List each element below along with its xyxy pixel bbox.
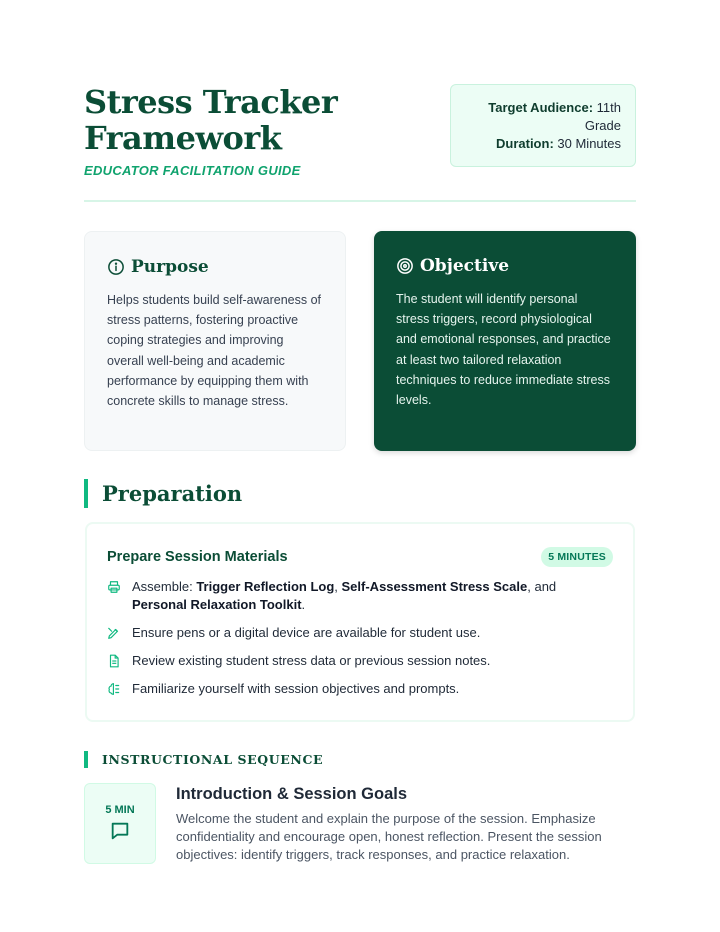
pen-icon (107, 626, 121, 640)
page-subtitle: EDUCATOR FACILITATION GUIDE (84, 163, 301, 178)
brain-icon (107, 682, 121, 696)
duration-label: Duration: (496, 136, 554, 151)
chat-icon (109, 820, 131, 842)
preparation-heading: Preparation (102, 481, 243, 506)
sequence-accent-bar (84, 751, 88, 768)
session-meta-box (450, 84, 636, 167)
preparation-card-header (107, 546, 613, 568)
purpose-text: Helps students build self-awareness of stress patterns, fostering proactive coping strategies and improving overall well-being and academic performance by equipping them with concrete skills to manage stress. (107, 293, 322, 409)
header-divider (84, 200, 636, 202)
document-header (84, 84, 636, 204)
purpose-title: Purpose (131, 257, 209, 277)
list-item-text: Assemble: Trigger Reflection Log, Self-Assessment Stress Scale, and Personal Relaxation Toolkit. (132, 579, 557, 612)
list-item (107, 680, 613, 698)
step-title: Introduction & Session Goals (176, 785, 408, 803)
step-time: 5 MIN (105, 804, 135, 816)
purpose-card (84, 231, 346, 451)
list-item-text: Ensure pens or a digital device are available for student use. (132, 625, 481, 640)
list-item-text: Familiarize yourself with session objectives and prompts. (132, 681, 460, 696)
objective-card (374, 231, 636, 451)
page-title: Stress Tracker Framework (84, 83, 338, 157)
objective-text: The student will identify personal stress triggers, record physiological and emotional responses, and practice at least two tailored relaxation techniques to reduce immediate stress levels. (396, 292, 611, 408)
duration-badge: 5 MINUTES (541, 547, 613, 567)
list-item (107, 578, 613, 614)
preparation-card (85, 522, 635, 722)
printer-icon (107, 580, 121, 594)
step-time-box (84, 783, 156, 864)
list-item (107, 652, 613, 670)
audience-value: 11th Grade (584, 100, 621, 133)
audience-line (465, 99, 621, 135)
duration-value: 30 Minutes (557, 136, 621, 151)
target-icon (396, 257, 414, 275)
document-icon (107, 654, 121, 668)
purpose-header (107, 256, 323, 278)
audience-label: Target Audience: (488, 100, 594, 115)
list-item-text: Review existing student stress data or previous session notes. (132, 653, 491, 668)
objective-header (396, 255, 614, 277)
objective-title: Objective (420, 256, 510, 276)
step-description: Welcome the student and explain the purpose of the session. Emphasize confidentiality and encourage open, honest reflection. Present the session objectives: identify triggers, track responses, and practice relaxation. (176, 811, 602, 862)
list-item (107, 624, 613, 642)
preparation-accent-bar (84, 479, 88, 508)
sequence-heading: INSTRUCTIONAL SEQUENCE (102, 752, 324, 767)
info-icon (107, 258, 125, 276)
duration-line (465, 135, 621, 153)
preparation-card-title: Prepare Session Materials (107, 549, 288, 565)
